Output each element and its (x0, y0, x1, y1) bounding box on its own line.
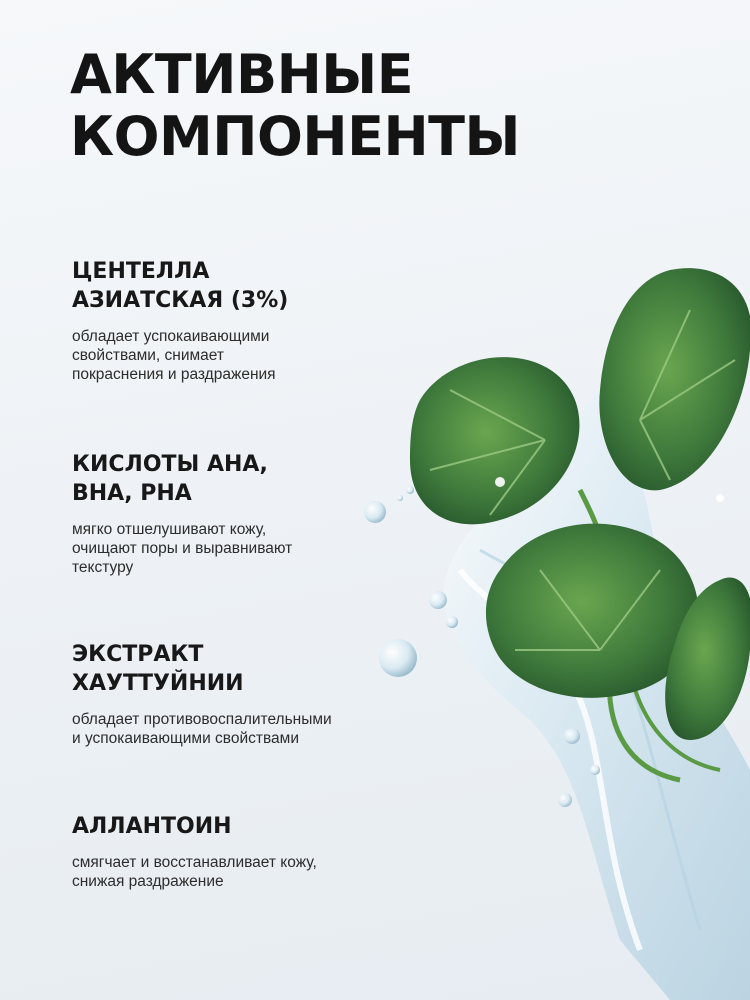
ingredient-description: обладает противовоспалительными и успокаивающими свойствами (72, 711, 332, 747)
water-droplet (590, 765, 600, 775)
ingredient-description: мягко отшелушивают кожу, очищают поры и выравнивают текстуру (72, 521, 293, 576)
page-title: АКТИВНЫЕ КОМПОНЕНТЫ (70, 43, 520, 168)
centella-water-illustration (340, 250, 750, 1000)
ingredient-name: ЭКСТРАКТ ХАУТТУЙНИИ (72, 642, 244, 696)
water-droplet (379, 639, 417, 677)
water-droplet (406, 486, 414, 494)
water-droplet (558, 793, 572, 807)
ingredient-name: АЛЛАНТОИН (72, 814, 232, 839)
water-droplet (397, 495, 403, 501)
water-droplet (429, 591, 447, 609)
leaf-top-right (599, 268, 750, 490)
water-droplet (364, 501, 386, 523)
ingredient-name: ЦЕНТЕЛЛА АЗИАТСКАЯ (3%) (72, 259, 289, 313)
water-droplet (564, 728, 580, 744)
water-droplet (495, 477, 505, 487)
ingredient-description: смягчает и восстанавливает кожу, снижая раздражение (72, 854, 317, 890)
water-droplet (716, 494, 724, 502)
ingredient-description: обладает успокаивающими свойствами, снимает покраснения и раздражения (72, 328, 276, 383)
ingredient-name: КИСЛОТЫ АНА, ВНА, РНА (72, 452, 268, 506)
water-droplet (446, 616, 458, 628)
